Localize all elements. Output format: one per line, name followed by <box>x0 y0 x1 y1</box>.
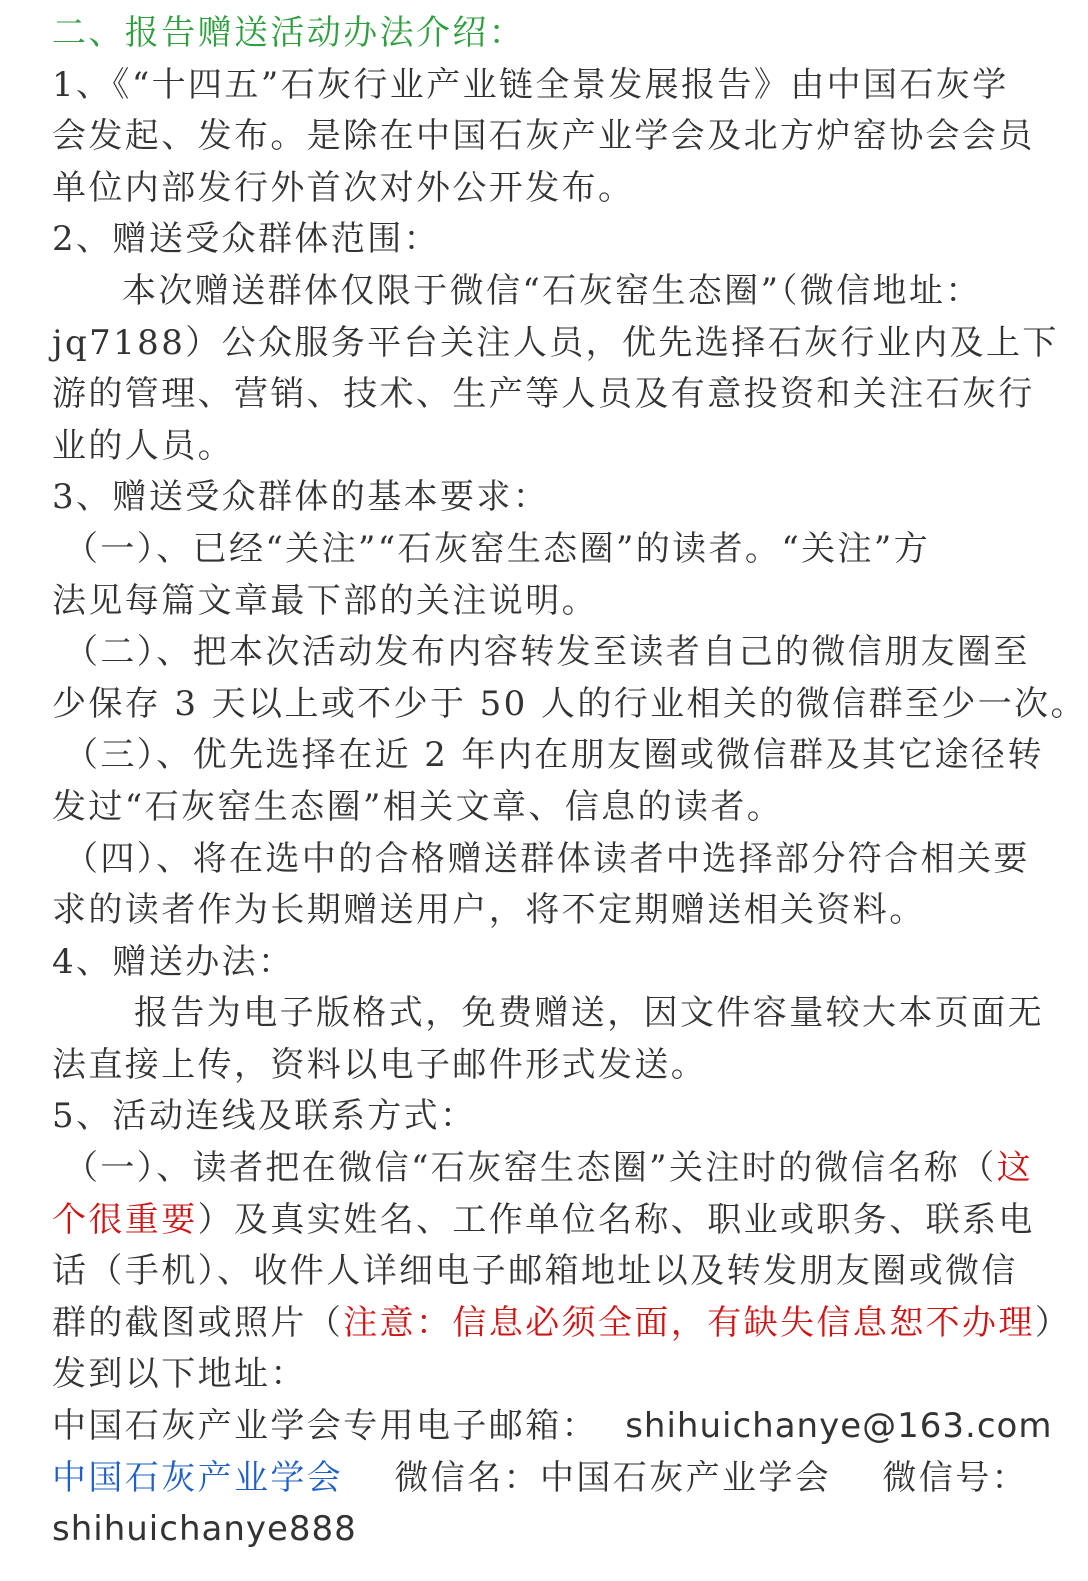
email-label: 中国石灰产业学会专用电子邮箱： <box>52 1406 598 1447</box>
wechat-id: shihuichanye888 <box>52 1509 357 1550</box>
section-2-line-3: 游的管理、营销、技术、生产等人员及有意投资和关注石灰行 <box>52 374 1035 415</box>
contact-line-4 <box>52 1298 1072 1350</box>
section-4-line-1: 报告为电子版格式，免费赠送，因文件容量较大本页面无 <box>134 993 1044 1034</box>
important-note-start: 这 <box>996 1148 1033 1189</box>
contact-line-1 <box>52 1143 1033 1195</box>
contact-line-5: 发到以下地址： <box>52 1354 307 1395</box>
section-1-line-1: 1、《“十四五”石灰行业产业链全景发展报告》由中国石灰学 <box>52 64 1009 105</box>
requirement-2-line-1: （二）、把本次活动发布内容转发至读者自己的微信朋友圈至 <box>64 632 1030 673</box>
requirement-1-line-1: （一）、已经“关注”“石灰窑生态圈”的读者。“关注”方 <box>64 528 931 569</box>
email-address[interactable]: shihuichanye@163.com <box>625 1406 1053 1447</box>
contact-line-2 <box>52 1195 1035 1247</box>
section-2-line-1: 本次赠送群体仅限于微信“石灰窑生态圈”（微信地址： <box>122 270 982 311</box>
requirement-4-line-2: 求的读者作为长期赠送用户，将不定期赠送相关资料。 <box>52 890 926 931</box>
email-line <box>52 1401 1053 1453</box>
section-heading: 二、报告赠送活动办法介绍： <box>52 13 526 53</box>
wechat-id-label: 微信号： <box>882 1457 1028 1498</box>
section-4-line-2: 法直接上传，资料以电子邮件形式发送。 <box>52 1044 708 1085</box>
requirement-3-line-1: （三）、优先选择在近 2 年内在朋友圈或微信群及其它途径转 <box>64 735 1044 776</box>
section-2-title: 2、赠送受众群体范围： <box>52 219 441 260</box>
contact-line-3: 话（手机）、收件人详细电子邮箱地址以及转发朋友圈或微信 <box>52 1251 1018 1292</box>
section-2-line-4: 业的人员。 <box>52 425 234 466</box>
contact-line-4-text: 群的截图或照片（ <box>52 1302 344 1343</box>
article-body <box>52 8 1087 1556</box>
section-2-line-2: jq7188）公众服务平台关注人员，优先选择石灰行业内及上下 <box>52 322 1059 363</box>
completeness-warning: 注意：信息必须全面，有缺失信息恕不办理 <box>343 1302 1035 1343</box>
requirement-1-line-2: 法见每篇文章最下部的关注说明。 <box>52 580 598 621</box>
section-1-line-3: 单位内部发行外首次对外公开发布。 <box>52 167 635 208</box>
section-4-title: 4、赠送办法： <box>52 941 295 982</box>
requirement-2-line-2: 少保存 3 天以上或不少于 50 人的行业相关的微信群至少一次。 <box>52 683 1087 724</box>
requirement-4-line-1: （四）、将在选中的合格赠送群体读者中选择部分符合相关要 <box>64 838 1030 879</box>
section-1-line-2: 会发起、发布。是除在中国石灰产业学会及北方炉窑协会会员 <box>52 116 1035 157</box>
contact-line-4-close: ） <box>1034 1302 1072 1343</box>
important-note-end: 个很重要 <box>52 1199 198 1240</box>
wechat-line <box>52 1453 1028 1505</box>
wechat-name: 微信名：中国石灰产业学会 <box>394 1457 832 1498</box>
requirement-3-line-2: 发过“石灰窑生态圈”相关文章、信息的读者。 <box>52 786 784 827</box>
section-3-title: 3、赠送受众群体的基本要求： <box>52 477 550 518</box>
section-5-title: 5、活动连线及联系方式： <box>52 1096 477 1137</box>
contact-line-1-text: （一）、读者把在微信“石灰窑生态圈”关注时的微信名称（ <box>64 1148 997 1189</box>
contact-line-2-text: ）及真实姓名、工作单位名称、职业或职务、联系电 <box>197 1199 1035 1240</box>
org-link[interactable]: 中国石灰产业学会 <box>52 1457 344 1498</box>
